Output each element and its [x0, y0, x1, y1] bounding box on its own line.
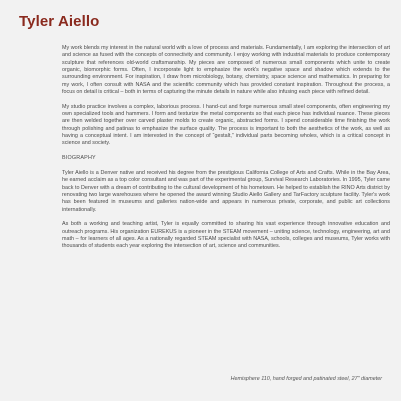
artwork-caption: Hemisphere 110, hand forged and patinated steel, 27" diameter — [230, 376, 382, 382]
biography-paragraph-2: As both a working and teaching artist, Tyler is equally committed to sharing his vast experience through innovative education and outreach programs. His organization EUREKUS is a pioneer in the STEAM movement – uniting science, technology, engineering, art and math – for learners of all ages. As a nationally regarded STEAM specialist with NASA, schools, colleges and museums, Tyler works with thousands of students each year exploring the intersection of art, science and communities. — [62, 221, 390, 250]
artist-statement — [62, 45, 390, 258]
page-title: Tyler Aiello — [19, 13, 100, 30]
biography-heading: BIOGRAPHY — [62, 155, 96, 162]
biography-paragraph-1: Tyler Aiello is a Denver native and received his degree from the prestigious California College of Arts and Crafts. While in the Bay Area, he earned acclaim as a top color consultant and was part of the experimental group, Survival Research Laboratories. In 1995, Tyler came back to Denver with a dream of contributing to the cultural development of his hometown. He helped to establish the RINO Arts district by renovating two large warehouses where he opened the award winning Studio Aiello Gallery and TarFactory sculpture facility. Tyler's work has been featured in museums and galleries nation-wide and appears in numerous private, corporate, and public art collections internationally. — [62, 169, 390, 213]
statement-paragraph-2: My studio practice involves a complex, laborious process. I hand-cut and forge numerous small steel components, often engineering my own specialized tools and hammers. I form and texturize the metal components so that each piece has individual nuance. These pieces are then welded together over carved plaster molds to create organic, abstracted forms. I spend considerable time finishing the work through polishing and patinas to emphasize the surface quality. The process is important to both the aesthetics of the work, as well as having a conceptual intent. I am interested in the concept of “gestalt,” individual parts becoming wholes, which is a critical concept in science and society. — [62, 103, 390, 147]
statement-paragraph-1: My work blends my interest in the natural world with a love of process and materials. Fundamentally, I am exploring the intersection of art and science as fused with the concepts of connectivity and community. I enjoy working with industrial materials to produce contemporary sculpture that references old-world craftsmanship. My pieces are composed of numerous small components which unite to create organic, biomorphic forms. Often, I incorporate light to emphasize the work's negative space and shadow which extends to the surrounding environment. For inspiration, I draw from microbiology, botany, chemistry, space science and mathematics. In preparing for my work, I often consult with NASA and the scientific community which has provided constant inspiration. Throughout the process, a focus on detail is critical – both in terms of capturing the minute details in nature while also infusing each piece with refined detail. — [62, 45, 390, 96]
